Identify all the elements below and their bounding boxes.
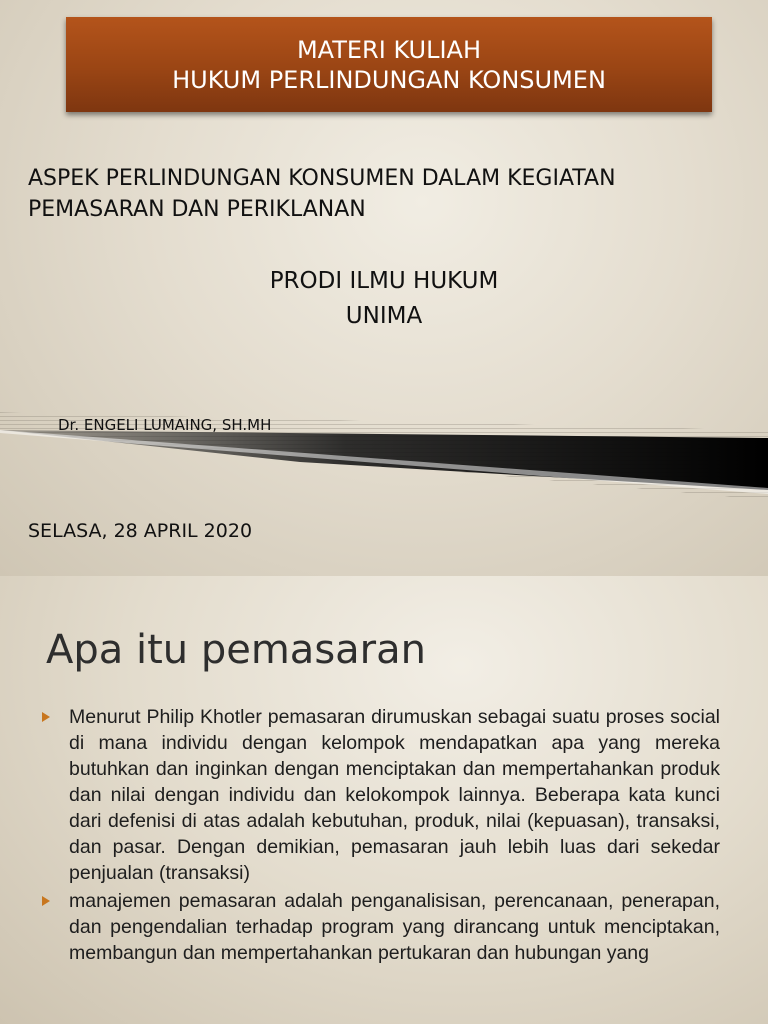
bullet-text: manajemen pemasaran adalah penganalisisan, perencanaan, penerapan, dan pengendalian terhadap program yang dirancang untuk menciptakan, membangun dan mempertahankan pertukaran dan hubungan yang: [69, 890, 720, 964]
prodi-line: PRODI ILMU HUKUM: [269, 268, 499, 294]
institution: [0, 264, 768, 334]
subtitle-line-2: PEMASARAN DAN PERIKLANAN: [28, 197, 366, 222]
bullet-text: Menurut Philip Khotler pemasaran dirumuskan sebagai suatu proses social di mana individu dengan kelompok mendapatkan apa yang mereka butuhkan dan inginkan dengan menciptakan dan mempertahankan produk dan nilai dengan individu dan kelokompok lainnya. Beberapa kata kunci dari defenisi di atas adalah kebutuhan, produk, nilai (kepuasan), transaksi, dan pasar. Dengan demikian, pemasaran jauh lebih luas dari sekedar penjualan (transaksi): [69, 706, 720, 884]
bullet-list: [40, 704, 720, 968]
author: Dr. ENGELI LUMAING, SH.MH: [58, 416, 272, 434]
lecture-date: SELASA, 28 APRIL 2020: [28, 520, 253, 542]
subtitle-line-1: ASPEK PERLINDUNGAN KONSUMEN DALAM KEGIATAN: [28, 166, 616, 191]
title-line-1: MATERI KULIAH: [296, 35, 482, 64]
bullet-item: [40, 888, 720, 966]
title-banner: [66, 17, 712, 112]
bullet-item: [40, 704, 720, 886]
title-line-2: HUKUM PERLINDUNGAN KONSUMEN: [172, 65, 606, 94]
bullet-arrow-icon: [42, 712, 50, 722]
bullet-arrow-icon: [42, 896, 50, 906]
slide-heading: Apa itu pemasaran: [46, 627, 426, 673]
subtitle: [28, 163, 748, 225]
university-line: UNIMA: [345, 303, 423, 329]
